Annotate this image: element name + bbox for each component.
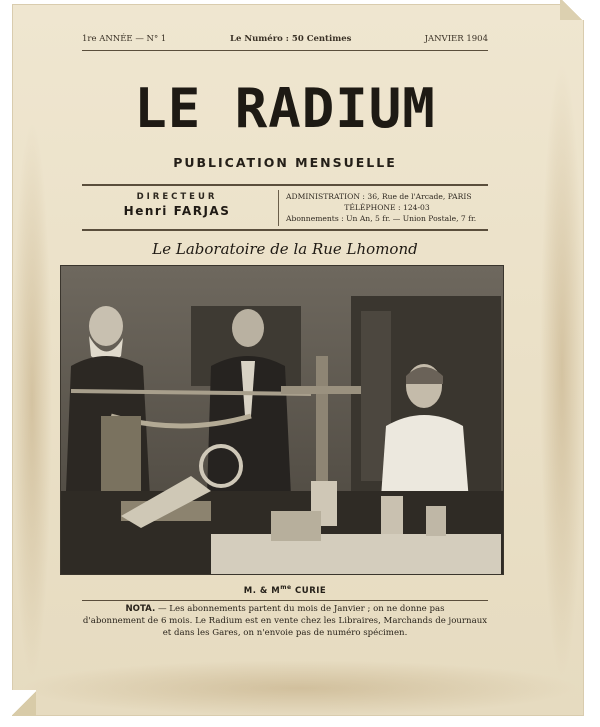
photo-caption: M. & $M^{me}$ CURIE [243,584,327,596]
nota-notice: NOTA. — Les abonnements partent du mois de Janvier ; on ne donne pas d'abonnement de 6 mois. Le Radium est en vente chez les Libraires, Marchands de journaux et dans les Gares, on n'envoie pas de numéro spécimen. [82,604,488,638]
administration-block [286,191,488,224]
info-rule-bottom [82,229,488,231]
issue-info-bar [82,34,488,48]
administration-phone: TÉLÉPHONE : 124-03 [344,203,430,212]
masthead-subtitle: PUBLICATION MENSUELLE [173,155,397,170]
torn-corner [12,690,36,716]
issue-number: 1re ANNÉE — N° 1 [82,34,167,44]
info-rule-top [82,184,488,186]
issue-date: JANVIER 1904 [424,34,488,44]
masthead-title: LE RADIUM [134,77,436,140]
nota-label: NOTA. [125,604,156,614]
laboratory-photo [60,265,504,575]
director-name: Henri FARJAS [123,204,231,218]
subscription-prices: Abonnements : Un An, 5 fr. — Union Postale, 7 fr. [286,214,477,223]
article-title: Le Laboratoire de la Rue Lhomond [152,240,418,258]
info-divider [278,190,279,226]
director-label: DIRECTEUR [136,192,218,202]
administration-address: ADMINISTRATION : 36, Rue de l'Arcade, PARIS [286,192,472,201]
top-rule [82,50,488,51]
torn-corner [560,0,584,20]
issue-price: Le Numéro : 50 Centimes [230,34,352,44]
nota-rule [82,600,488,601]
director-block [82,192,272,218]
laboratory-photo-drawing [61,266,503,574]
